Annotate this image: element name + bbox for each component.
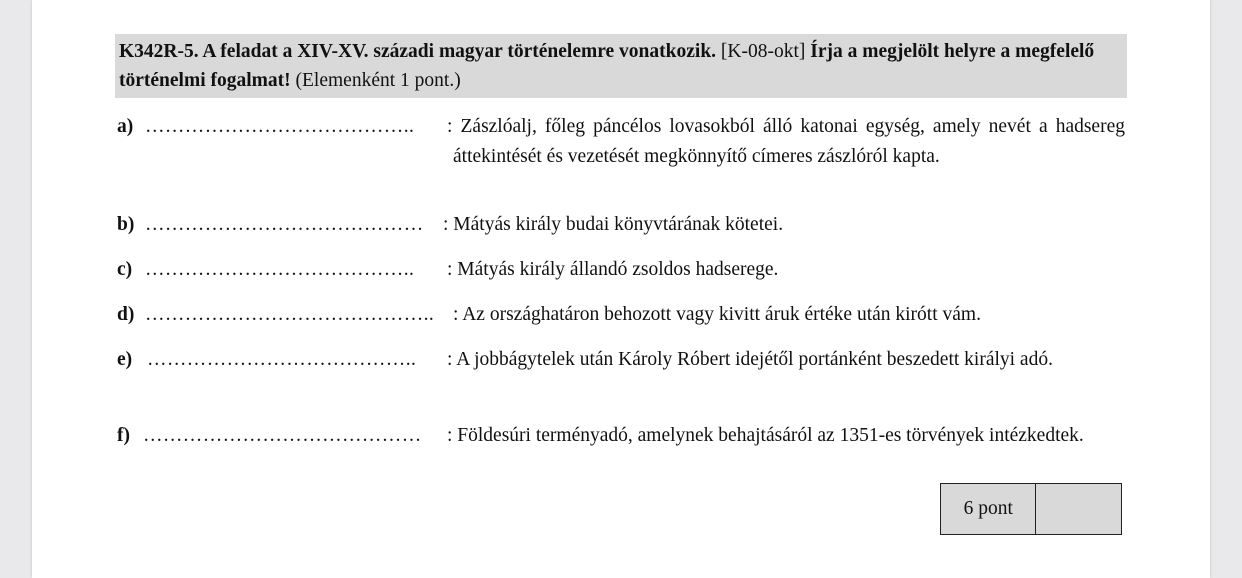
item-label: b) <box>117 214 135 235</box>
answer-blank[interactable]: ………………………………….. <box>145 259 415 280</box>
list-item <box>117 112 1125 210</box>
item-definition: : A jobbágytelek után Károly Róbert idejétől portánként beszedett királyi adó. <box>447 349 1053 370</box>
list-item <box>117 345 1125 421</box>
answer-blank[interactable]: …………………………………… <box>143 425 422 446</box>
score-box <box>940 483 1122 535</box>
answer-blank[interactable]: …………………………………… <box>145 214 424 235</box>
list-item <box>117 421 1125 483</box>
answer-blank[interactable]: ………………………………….. <box>147 349 417 370</box>
document-page <box>32 0 1210 578</box>
score-label: 6 pont <box>941 484 1036 534</box>
item-label: a) <box>117 116 134 137</box>
task-header <box>115 34 1127 98</box>
answer-blank[interactable]: ………………………………….. <box>145 116 415 137</box>
item-definition: : Mátyás király budai könyvtárának kötetei. <box>443 214 784 235</box>
task-code: K342R-5. A feladat a XIV-XV. századi magyar történelemre vonatkozik. <box>119 41 717 62</box>
item-definition: : Az országhatáron behozott vagy kivitt áruk értéke után kirótt vám. <box>453 304 981 325</box>
answer-blank[interactable]: …………………………………….. <box>145 304 435 325</box>
task-instruction: Írja a megjelölt helyre a megfelelő történelmi fogalmat! <box>119 41 1095 91</box>
item-label: c) <box>117 259 133 280</box>
item-label: d) <box>117 304 135 325</box>
item-definition: : Mátyás király állandó zsoldos hadserege. <box>447 259 779 280</box>
item-label: f) <box>117 425 130 446</box>
item-definition: : Földesúri terményadó, amelynek behajtásáról az 1351-es törvények intézkedtek. <box>447 425 1084 446</box>
item-definition: : Zászlóalj, főleg páncélos lovasokból álló katonai egység, amely nevét a hadsereg áttekintését és vezetését megkönnyítő címeres zászlóról kapta. <box>447 116 1125 167</box>
list-item <box>117 255 1125 300</box>
task-reference: [K-08-okt] <box>716 41 811 62</box>
item-label: e) <box>117 349 133 370</box>
points-note: (Elemenként 1 pont.) <box>290 70 461 91</box>
score-value-field[interactable] <box>1036 484 1121 534</box>
list-item <box>117 210 1125 255</box>
list-item <box>117 300 1125 345</box>
item-list <box>117 112 1125 483</box>
